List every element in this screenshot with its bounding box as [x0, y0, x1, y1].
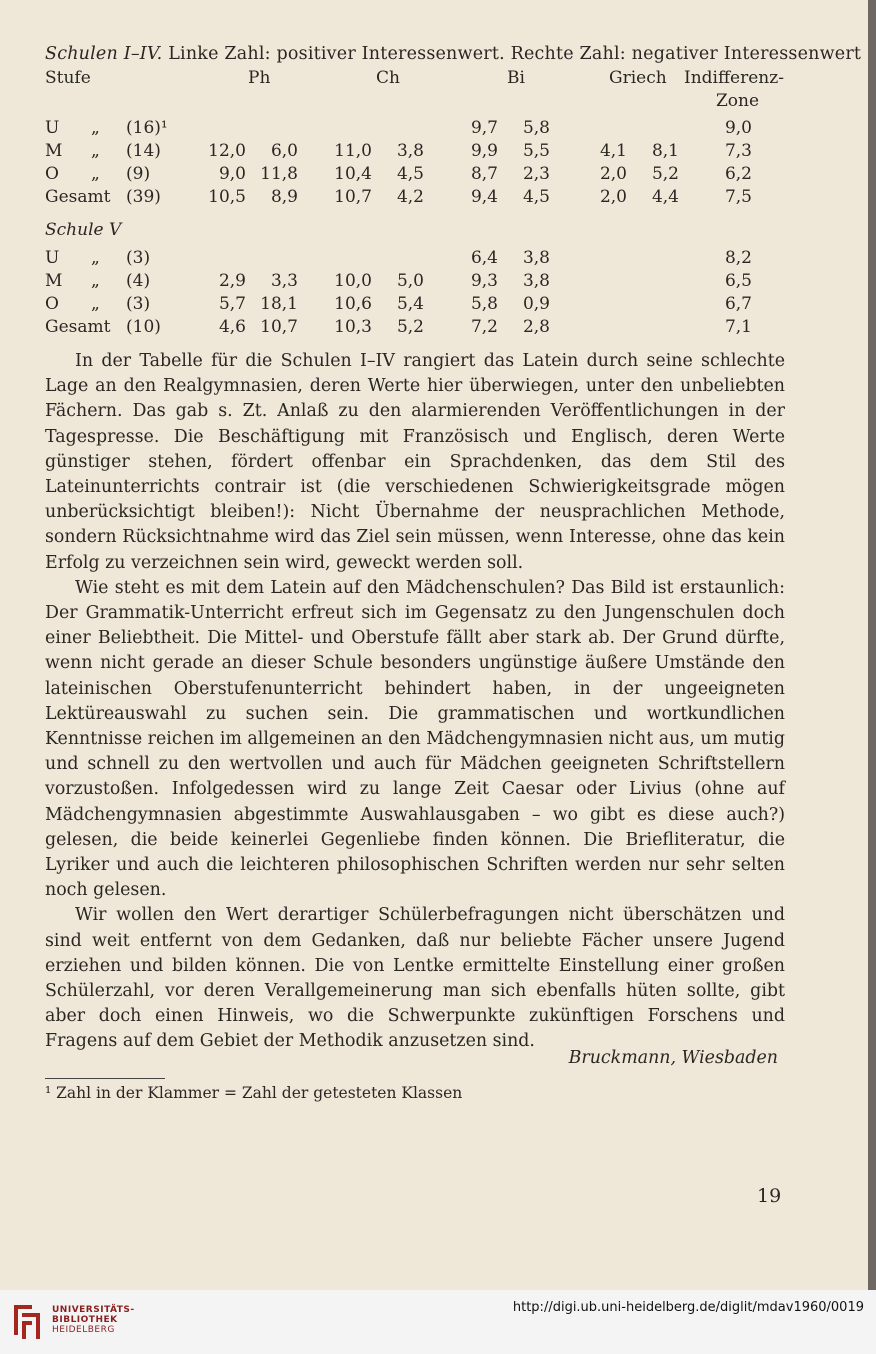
library-line-1: UNIVERSITÄTS-: [52, 1305, 135, 1315]
cell-n: (3): [126, 248, 151, 268]
cell-stufe: Gesamt: [45, 317, 111, 337]
paragraph: Wie steht es mit dem Latein auf den Mädchenschulen? Das Bild ist erstaunlich: Der Grammatik-Unterricht erfreut sich im Gegensatz zu den Jungenschulen doch einer Beliebtheit. Die Mittel- und Oberstufe fällt aber stark ab. Der Grund dürfte, wenn nicht gerade an dieser Schule besonders ungünstige äußere Umstände den lateinischen Oberstufenunterricht behindert haben, in der ungeeigneten Lektüreauswahl zu suchen sein. Die grammatischen und wortkundlichen Kenntnisse reichen im allgemeinen an den Mädchengymnasien nicht aus, um mutig und schnell zu den wertvollen und auch für Mädchen geeigneten Schriftstellern vorzustoßen. Infolgedessen wird zu lange Zeit Caesar oder Livius (ohne auf Mädchengymnasien abgestimmte Auswahlausgaben – wo gibt es diese auch?) gelesen, die beide keinerlei Gegenliebe finden können. Die Briefliteratur, die Lyriker und auch die leichteren philosophischen Schriften werden nur sehr selten noch gelesen.: [45, 577, 785, 901]
cell-bi2: 2,8: [522, 317, 550, 337]
header-griech: Griech: [609, 68, 667, 88]
header-zone: Zone: [716, 91, 760, 111]
cell-ch1: 10,7: [334, 187, 372, 207]
header-stufe: Stufe: [45, 68, 91, 88]
cell-ph1: 10,5: [208, 187, 246, 207]
paragraph: In der Tabelle für die Schulen I–IV rangiert das Latein durch seine schlechte Lage an den Realgymnasien, deren Werte hier überwiegen, unter den unbeliebten Fächern. Das gab s. Zt. Anlaß zu den alarmierenden Veröffentlichungen in der Tagespresse. Die Beschäftigung mit Französisch und Englisch, deren Werte günstiger stehen, fördert offenbar ein Sprachdenken, das dem Stil des Lateinunterrichts contrair ist (die verschiedenen Schwierigkeitsgrade mögen unberücksichtigt bleiben!): Nicht Übernahme der neusprachlichen Methode, sondern Rücksichtnahme wird das Ziel sein müssen, wenn Interesse, ohne das kein Erfolg zu verzeichnen sein wird, geweckt werden soll.: [45, 351, 785, 573]
cell-bi1: 9,7: [470, 118, 498, 138]
cell-ch2: 4,2: [396, 187, 424, 207]
cell-ch1: 10,0: [334, 271, 372, 291]
author-signature: Bruckmann, Wiesbaden: [568, 1048, 778, 1068]
table-section-schule-5: [0, 248, 868, 340]
cell-n: (16)¹: [126, 118, 168, 138]
cell-n: (4): [126, 271, 151, 291]
header-ph: Ph: [248, 68, 271, 88]
cell-bi1: 6,4: [470, 248, 498, 268]
page-edge-shadow: [868, 0, 876, 1290]
cell-q: „: [91, 164, 100, 184]
cell-gr1: 4,1: [599, 141, 627, 161]
cell-stufe: M: [45, 141, 63, 161]
table-row: [0, 294, 868, 316]
table-section-schulen-1-4: [0, 118, 868, 210]
source-url-link[interactable]: http://digi.ub.uni-heidelberg.de/diglit/mdav1960/0019: [512, 1300, 864, 1315]
cell-ch1: 11,0: [334, 141, 372, 161]
cell-q: „: [91, 294, 100, 314]
cell-stufe: Gesamt: [45, 187, 111, 207]
cell-n: (14): [126, 141, 161, 161]
table-row: [0, 271, 868, 293]
cell-ind: 6,5: [724, 271, 752, 291]
cell-bi2: 2,3: [522, 164, 550, 184]
table-row: [0, 317, 868, 339]
cell-bi2: 0,9: [522, 294, 550, 314]
cell-q: „: [91, 141, 100, 161]
table-header: [0, 68, 868, 112]
cell-bi2: 5,5: [522, 141, 550, 161]
cell-gr2: 8,1: [651, 141, 679, 161]
library-line-2: BIBLIOTHEK: [52, 1315, 118, 1325]
cell-q: „: [91, 118, 100, 138]
cell-n: (3): [126, 294, 151, 314]
cell-stufe: U: [45, 248, 60, 268]
library-line-3: HEIDELBERG: [52, 1325, 115, 1335]
cell-ch1: 10,3: [334, 317, 372, 337]
cell-bi1: 5,8: [470, 294, 498, 314]
caption-text: Linke Zahl: positiver Interessenwert. Rechte Zahl: negativer Interessenwert: [162, 44, 862, 64]
cell-bi2: 3,8: [522, 271, 550, 291]
cell-n: (9): [126, 164, 151, 184]
cell-q: „: [91, 248, 100, 268]
cell-ch1: 10,4: [334, 164, 372, 184]
cell-ch2: 5,0: [396, 271, 424, 291]
cell-bi1: 9,3: [470, 271, 498, 291]
cell-ind: 6,7: [724, 294, 752, 314]
table-row: [0, 141, 868, 163]
table-row: [0, 248, 868, 270]
cell-bi2: 5,8: [522, 118, 550, 138]
page-number: 19: [757, 1185, 782, 1207]
cell-ph2: 3,3: [270, 271, 298, 291]
cell-gr1: 2,0: [599, 164, 627, 184]
cell-gr1: 2,0: [599, 187, 627, 207]
body-text: [45, 349, 785, 1055]
cell-ph2: 18,1: [260, 294, 298, 314]
cell-ph1: 2,9: [218, 271, 246, 291]
cell-bi1: 7,2: [470, 317, 498, 337]
section-title-schule-5: Schule V: [45, 220, 122, 240]
table-row: [0, 164, 868, 186]
cell-ch2: 4,5: [396, 164, 424, 184]
cell-stufe: M: [45, 271, 63, 291]
table-row: [0, 118, 868, 140]
cell-bi1: 9,9: [470, 141, 498, 161]
footnote-rule: [45, 1078, 165, 1079]
cell-q: „: [91, 271, 100, 291]
header-ch: Ch: [376, 68, 400, 88]
cell-ph1: 4,6: [218, 317, 246, 337]
cell-ph2: 6,0: [270, 141, 298, 161]
cell-n: (10): [126, 317, 161, 337]
cell-ch2: 5,2: [396, 317, 424, 337]
cell-ph1: 9,0: [218, 164, 246, 184]
footnote: ¹ Zahl in der Klammer = Zahl der getesteten Klassen: [45, 1084, 463, 1102]
cell-gr2: 4,4: [651, 187, 679, 207]
table-row: [0, 187, 868, 209]
library-name: [52, 1305, 135, 1335]
cell-ind: 7,3: [724, 141, 752, 161]
cell-ph2: 11,8: [260, 164, 298, 184]
cell-bi2: 3,8: [522, 248, 550, 268]
cell-ind: 6,2: [724, 164, 752, 184]
library-logo-icon: [10, 1299, 44, 1343]
cell-bi1: 9,4: [470, 187, 498, 207]
cell-ph2: 8,9: [270, 187, 298, 207]
cell-ind: 8,2: [724, 248, 752, 268]
cell-bi1: 8,7: [470, 164, 498, 184]
cell-stufe: O: [45, 294, 59, 314]
cell-stufe: U: [45, 118, 60, 138]
cell-gr2: 5,2: [651, 164, 679, 184]
cell-ind: 7,5: [724, 187, 752, 207]
cell-ind: 9,0: [724, 118, 752, 138]
cell-ind: 7,1: [724, 317, 752, 337]
paragraph: Wir wollen den Wert derartiger Schülerbefragungen nicht überschätzen und sind weit entfernt von dem Gedanken, daß nur beliebte Fächer unsere Jugend erziehen und bilden können. Die von Lentke ermittelte Einstellung einer großen Schülerzahl, vor deren Verallgemeinerung man sich ebenfalls hüten sollte, gibt aber doch einen Hinweis, wo die Schwerpunkte zukünftigen Forschens und Fragens auf dem Gebiet der Methodik anzusetzen sind.: [45, 905, 785, 1052]
cell-ph2: 10,7: [260, 317, 298, 337]
caption-italic: Schulen I–IV.: [45, 44, 163, 64]
cell-ph1: 12,0: [208, 141, 246, 161]
cell-ph1: 5,7: [218, 294, 246, 314]
cell-bi2: 4,5: [522, 187, 550, 207]
cell-ch1: 10,6: [334, 294, 372, 314]
cell-n: (39): [126, 187, 161, 207]
table-caption: [45, 44, 861, 64]
cell-ch2: 3,8: [396, 141, 424, 161]
cell-ch2: 5,4: [396, 294, 424, 314]
header-bi: Bi: [507, 68, 525, 88]
cell-stufe: O: [45, 164, 59, 184]
header-indifferenz: Indifferenz-: [684, 68, 784, 88]
